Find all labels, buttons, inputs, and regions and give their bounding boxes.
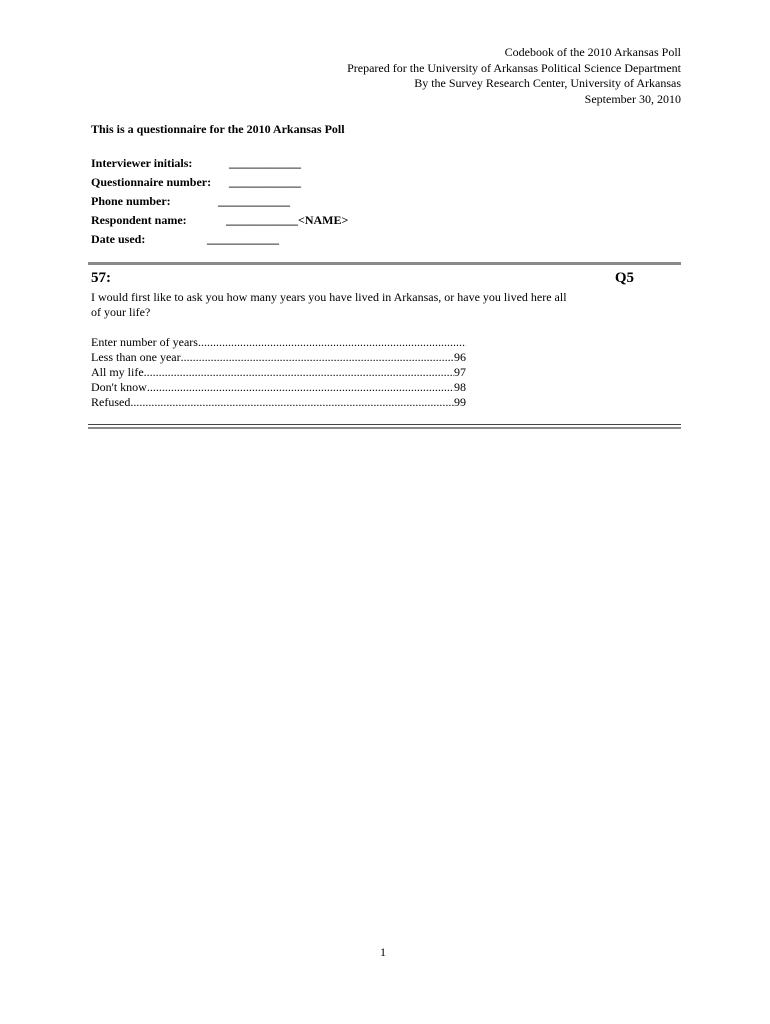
field-blank: ____________ [207, 232, 279, 246]
dot-leader [144, 365, 454, 380]
answer-option [91, 380, 466, 395]
answer-code: 97 [454, 365, 466, 379]
field-label: Phone number: [91, 194, 171, 208]
answer-code: 98 [454, 380, 466, 394]
header-line: Prepared for the University of Arkansas Political Science Department [347, 60, 681, 75]
answer-label: Refused [91, 395, 131, 409]
field-blank: ____________ [229, 156, 301, 170]
section-divider-bottom [88, 424, 681, 429]
answer-option [91, 365, 466, 380]
interview-fields [91, 154, 349, 249]
document-header [347, 45, 681, 107]
field-respondent-name [91, 211, 349, 230]
answer-options [91, 335, 466, 410]
answer-option [91, 350, 466, 365]
question-number: 57: [91, 270, 111, 286]
header-line: September 30, 2010 [584, 91, 681, 106]
dot-leader [198, 335, 466, 350]
dot-leader [147, 380, 454, 395]
field-label: Interviewer initials: [91, 156, 193, 170]
field-date-used [91, 230, 279, 249]
answer-label: Less than one year [91, 350, 181, 364]
field-label: Respondent name: [91, 213, 187, 227]
field-blank: ____________ [229, 175, 301, 189]
header-line: By the Survey Research Center, University of Arkansas [414, 76, 681, 90]
field-blank: ____________ [218, 194, 290, 208]
field-label: Date used: [91, 232, 146, 246]
intro-text: This is a questionnaire for the 2010 Arkansas Poll [91, 122, 345, 136]
dot-leader [181, 350, 454, 365]
answer-label: Enter number of years [91, 335, 198, 349]
dot-leader [130, 395, 454, 410]
answer-label: All my life [91, 365, 144, 379]
question-text: I would first like to ask you how many years you have lived in Arkansas, or have you lived here all of your life? [91, 290, 567, 319]
field-label: Questionnaire number: [91, 175, 212, 189]
header-line: Codebook of the 2010 Arkansas Poll [504, 45, 681, 59]
field-phone-number [91, 192, 290, 211]
field-blank: ____________<NAME> [226, 213, 349, 227]
answer-code: 96 [454, 350, 466, 364]
page-number: 1 [380, 945, 386, 959]
field-interviewer-initials [91, 154, 301, 173]
field-questionnaire-number [91, 173, 301, 192]
answer-code: 99 [454, 395, 466, 409]
answer-option [91, 335, 466, 350]
answer-label: Don't know [91, 380, 147, 394]
question-id: Q5 [614, 270, 634, 286]
section-divider-top [88, 262, 681, 267]
answer-option [91, 395, 466, 410]
